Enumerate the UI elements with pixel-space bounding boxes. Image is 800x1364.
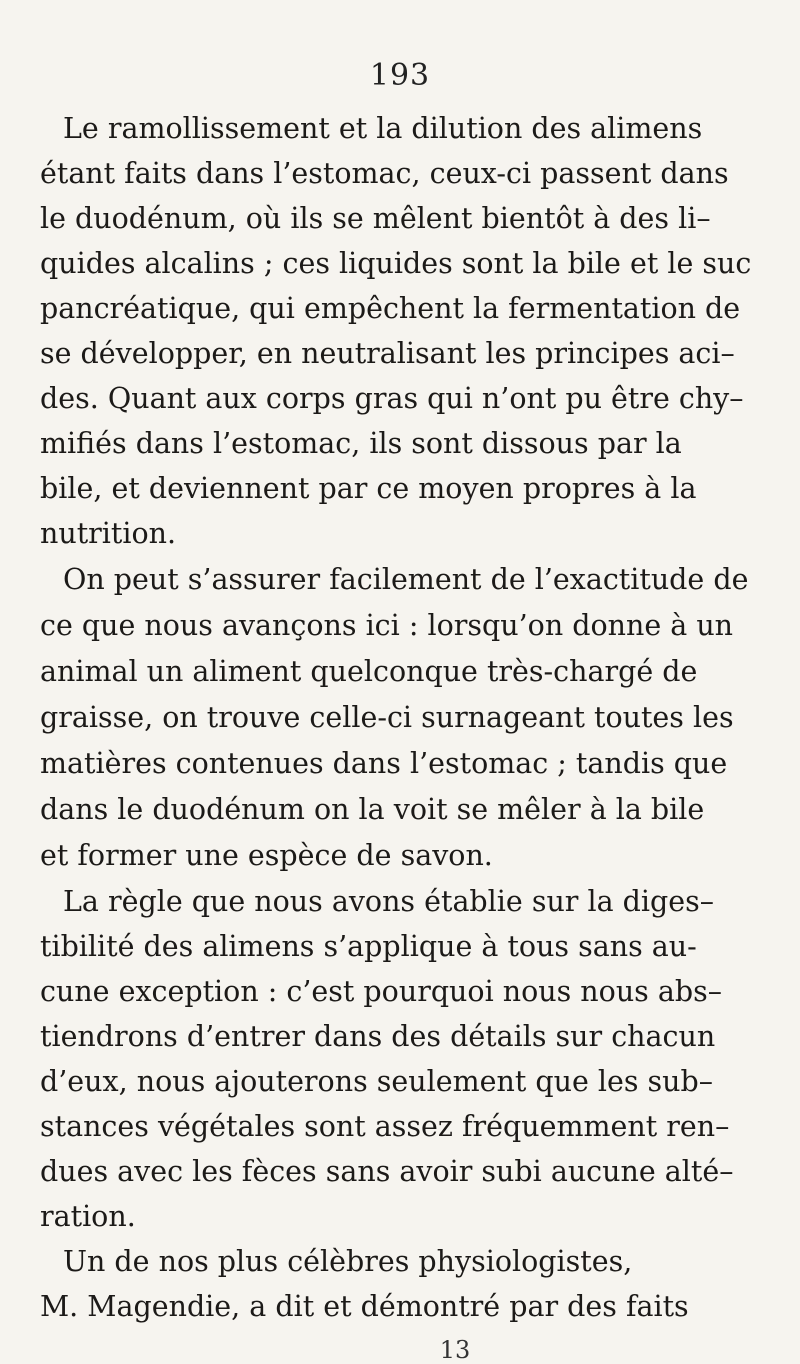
text-line: tiendrons d’entrer dans des détails sur chacun [40,1020,716,1053]
text-line: et former une espèce de savon. [40,839,493,872]
signature-mark: 13 [439,1336,471,1364]
text-line: Un de nos plus célèbres physiologistes, [63,1245,633,1278]
text-line: ration. [40,1200,136,1233]
text-line: tibilité des alimens s’applique à tous sans au- [40,930,697,963]
text-line: ce que nous avançons ici : lorsqu’on donne à un [40,609,734,642]
text-line: stances végétales sont assez fréquemment ren– [40,1110,730,1143]
text-line: cune exception : c’est pourquoi nous nous abs– [40,975,722,1008]
page-number: 193 [369,58,431,93]
text-line: On peut s’assurer facilement de l’exactitude de [63,563,749,596]
text-line: dans le duodénum on la voit se mêler à la bile [40,793,705,826]
text-line: dues avec les fèces sans avoir subi aucune alté– [40,1155,734,1188]
text-line: animal un aliment quelconque très-chargé de [40,655,698,688]
text-line: d’eux, nous ajouterons seulement que les sub– [40,1065,714,1098]
text-line: le duodénum, où ils se mêlent bientôt à des li– [40,202,711,235]
text-line: pancréatique, qui empêchent la fermentation de [40,292,741,325]
text-line: des. Quant aux corps gras qui n’ont pu être chy– [40,382,744,415]
text-line: nutrition. [40,517,177,550]
text-line: bile, et deviennent par ce moyen propres à la [40,472,697,505]
text-line: Le ramollissement et la dilution des alimens [63,112,703,145]
text-line: La règle que nous avons établie sur la diges– [63,885,715,918]
text-line: M. Magendie, a dit et démontré par des faits [40,1290,689,1323]
text-line: se développer, en neutralisant les principes aci– [40,337,735,370]
text-line: mifiés dans l’estomac, ils sont dissous par la [40,427,682,460]
text-line: quides alcalins ; ces liquides sont la bile et le suc [40,247,752,280]
text-line: étant faits dans l’estomac, ceux-ci passent dans [40,157,729,190]
text-line: graisse, on trouve celle-ci surnageant toutes les [40,701,734,734]
text-line: matières contenues dans l’estomac ; tandis que [40,747,728,780]
